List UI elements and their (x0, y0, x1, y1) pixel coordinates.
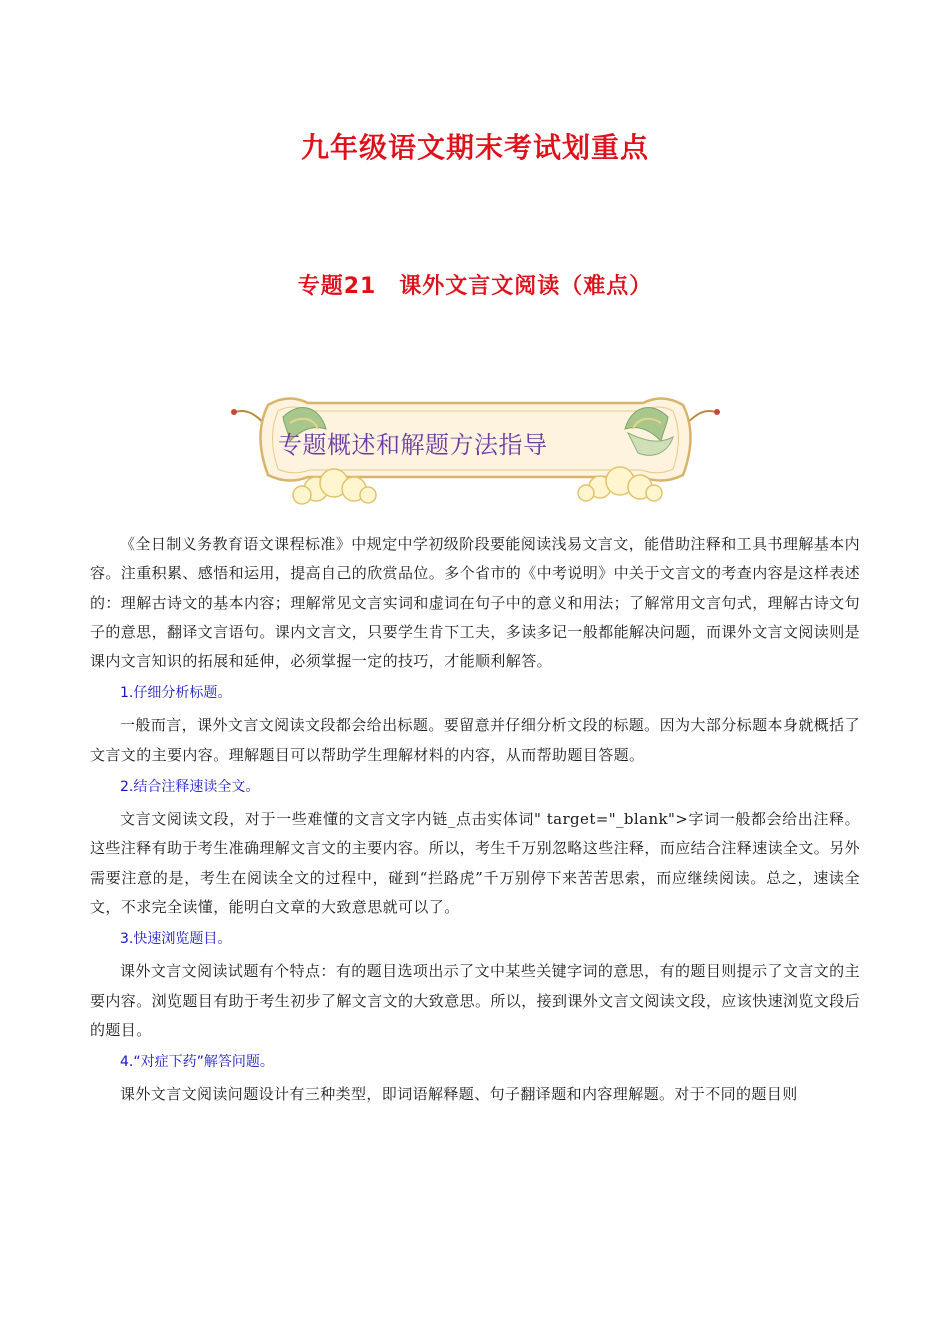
section-text-1: 一般而言，课外文言文阅读文段都会给出标题。要留意并仔细分析文段的标题。因为大部分标题本身就概括了文言文的主要内容。理解题目可以帮助学生理解材料的内容，从而帮助题目答题。 (90, 716, 860, 764)
document-title: 九年级语文期末考试划重点 (300, 131, 649, 164)
section-heading-1: 1.仔细分析标题。 (120, 685, 232, 702)
section-text-3: 课外文言文阅读试题有个特点：有的题目选项出示了文中某些关键字词的意思，有的题目则提示了文言文的主要内容。浏览题目有助于考生初步了解文言文的大致意思。所以，接到课外文言文阅读文段，应该快速浏览文段后的题目。 (90, 962, 861, 1039)
section-heading-3: 3.快速浏览题目。 (120, 931, 232, 948)
section-text-4: 课外文言文阅读问题设计有三种类型，即词语解释题、句子翻译题和内容理解题。对于不同的题目则 (120, 1085, 798, 1104)
section-heading-2: 2.结合注释速读全文。 (120, 779, 260, 796)
document-body (90, 530, 860, 1109)
topic-subtitle: 专题21 课外文言文阅读（难点） (297, 274, 653, 299)
intro-paragraph: 《全日制义务教育语文课程标准》中规定中学初级阶段要能阅读浅易文言文，能借助注释和工具书理解基本内容。注重积累、感悟和运用，提高自己的欣赏品位。多个省市的《中考说明》中关于文言文的考查内容是这样表述的：理解古诗文的基本内容；理解常见文言实词和虚词在句子中的意义和用法；了解常用文言句式，理解古诗文句子的意思，翻译文言语句。课内文言文，只要学生肯下工夫，多读多记一般都能解决问题，而课外文言文阅读则是课内文言知识的拓展和延伸，必须掌握一定的技巧，才能顺利解答。 (90, 535, 861, 671)
banner-label: 专题概述和解题方法指导 (278, 431, 548, 459)
section-heading-4: 4.“对症下药”解答问题。 (120, 1054, 274, 1071)
section-text-2: 文言文阅读文段，对于一些难懂的文言文字内链_点击实体词" target="_blank">字词一般都会给出注释。这些注释有助于考生准确理解文言文的主要内容。所以，考生千万别忽略这些注释，而应结合注释速读全文。另外需要注意的是，考生在阅读全文的过程中，碰到“拦路虎”千万别停下来苦苦思索，而应继续阅读。总之，速读全文，不求完全读懂，能明白文章的大致意思就可以了。 (90, 810, 861, 916)
section-banner (228, 385, 723, 510)
